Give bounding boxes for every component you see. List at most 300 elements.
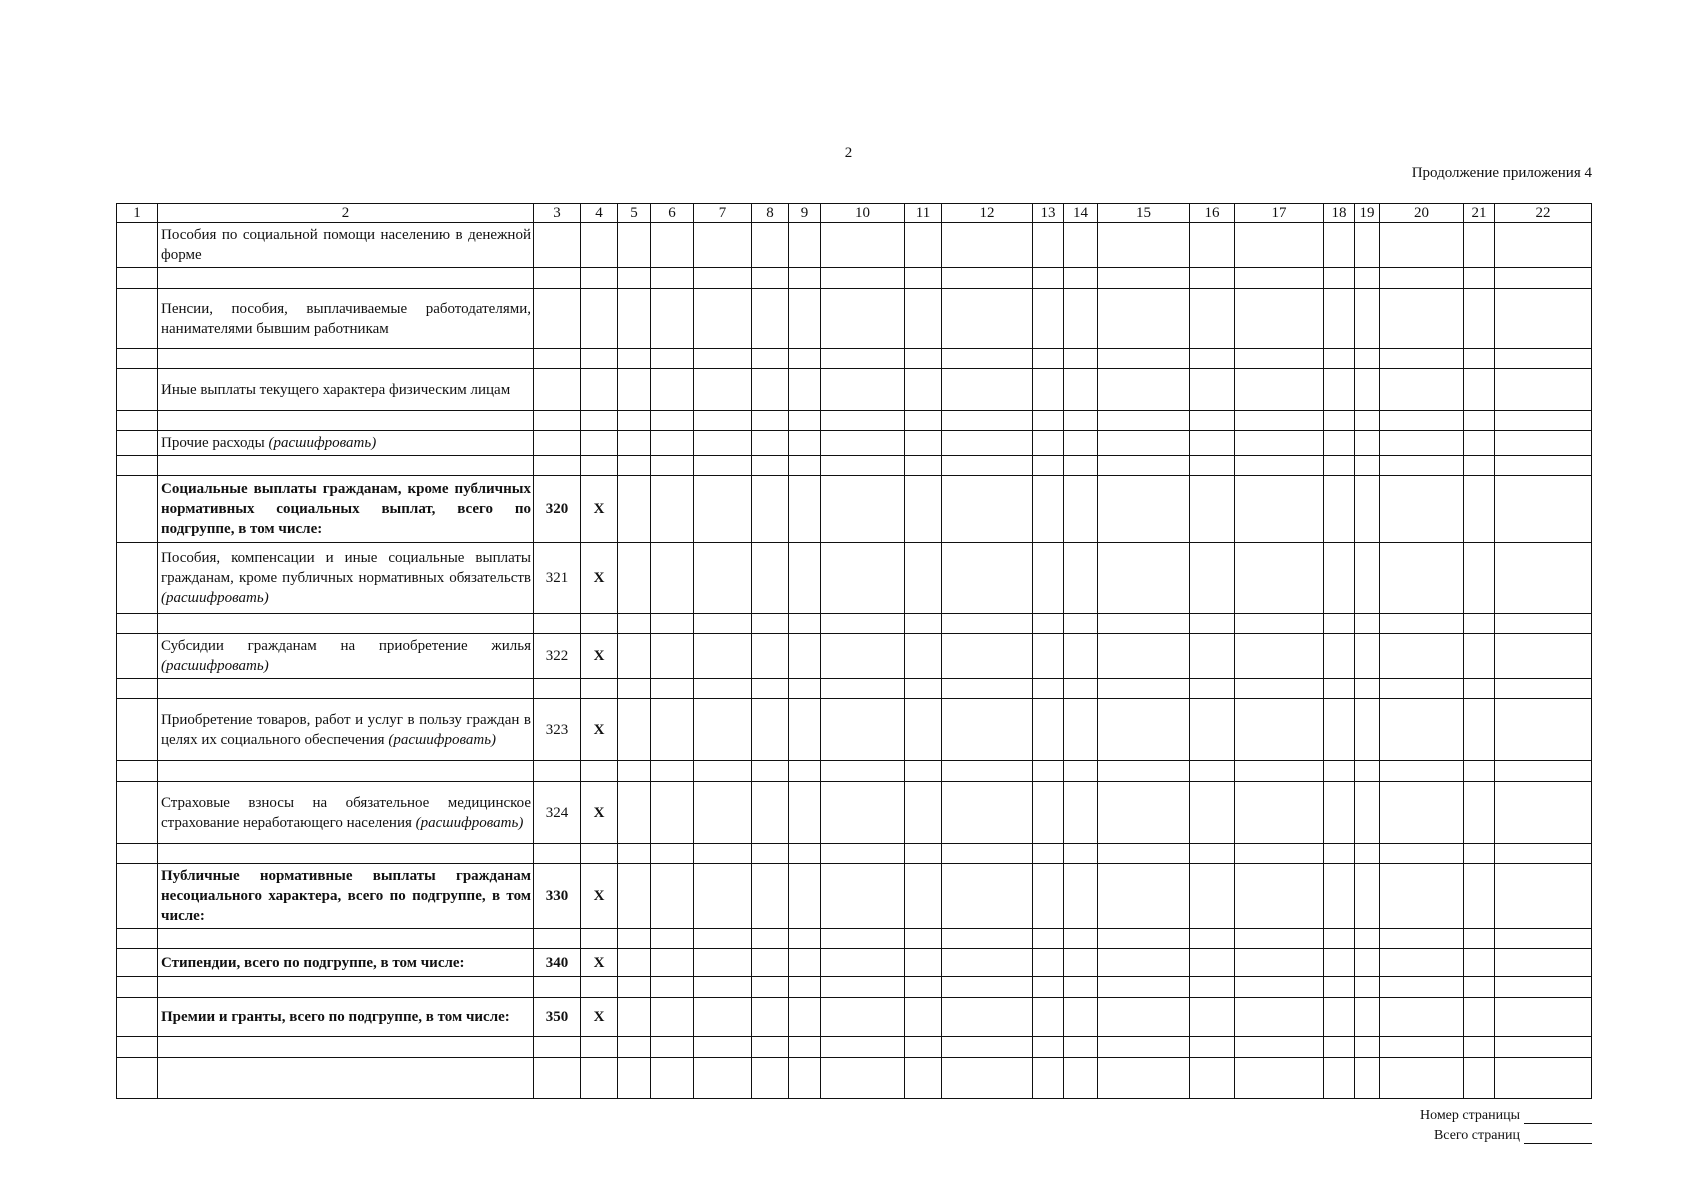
value-cell[interactable] [752, 1037, 789, 1058]
value-cell[interactable] [618, 782, 651, 844]
value-cell[interactable] [1495, 268, 1592, 289]
value-cell[interactable] [618, 864, 651, 929]
value-cell[interactable] [117, 289, 158, 349]
value-cell[interactable] [694, 929, 752, 949]
value-cell[interactable] [651, 268, 694, 289]
value-cell[interactable] [1064, 614, 1098, 634]
value-cell[interactable] [905, 411, 942, 431]
value-cell[interactable] [1464, 289, 1495, 349]
value-cell[interactable] [117, 844, 158, 864]
value-cell[interactable] [789, 349, 821, 369]
value-cell[interactable] [789, 1058, 821, 1099]
value-cell[interactable] [1324, 679, 1355, 699]
value-cell[interactable] [905, 1058, 942, 1099]
value-cell[interactable] [905, 998, 942, 1037]
value-cell[interactable] [1495, 289, 1592, 349]
value-cell[interactable] [752, 699, 789, 761]
value-cell[interactable] [1355, 349, 1380, 369]
value-cell[interactable] [1495, 1058, 1592, 1099]
value-cell[interactable] [1464, 223, 1495, 268]
value-cell[interactable] [618, 929, 651, 949]
value-cell[interactable] [1235, 289, 1324, 349]
value-cell[interactable] [1064, 431, 1098, 456]
value-cell[interactable] [905, 844, 942, 864]
value-cell[interactable] [1098, 411, 1190, 431]
value-cell[interactable] [1098, 456, 1190, 476]
value-cell[interactable] [905, 289, 942, 349]
value-cell[interactable] [789, 844, 821, 864]
value-cell[interactable] [942, 1058, 1033, 1099]
value-cell[interactable] [1495, 223, 1592, 268]
value-cell[interactable] [1355, 614, 1380, 634]
value-cell[interactable] [1464, 929, 1495, 949]
value-cell[interactable] [651, 864, 694, 929]
value-cell[interactable] [618, 369, 651, 411]
value-cell[interactable] [1355, 476, 1380, 543]
value-cell[interactable] [117, 431, 158, 456]
value-cell[interactable] [905, 761, 942, 782]
value-cell[interactable] [1235, 1058, 1324, 1099]
value-cell[interactable] [1495, 634, 1592, 679]
value-cell[interactable] [752, 456, 789, 476]
value-cell[interactable] [1235, 456, 1324, 476]
value-cell[interactable] [942, 634, 1033, 679]
value-cell[interactable] [1033, 1058, 1064, 1099]
value-cell[interactable] [1235, 634, 1324, 679]
value-cell[interactable] [1495, 1037, 1592, 1058]
value-cell[interactable] [1355, 998, 1380, 1037]
value-cell[interactable] [1464, 844, 1495, 864]
value-cell[interactable] [694, 223, 752, 268]
page-number-blank[interactable] [1524, 1109, 1592, 1124]
value-cell[interactable] [651, 456, 694, 476]
value-cell[interactable] [1033, 699, 1064, 761]
value-cell[interactable] [905, 782, 942, 844]
value-cell[interactable] [789, 369, 821, 411]
value-cell[interactable] [942, 614, 1033, 634]
value-cell[interactable] [1464, 456, 1495, 476]
value-cell[interactable] [1495, 998, 1592, 1037]
value-cell[interactable] [618, 977, 651, 998]
value-cell[interactable] [821, 782, 905, 844]
value-cell[interactable] [694, 679, 752, 699]
value-cell[interactable] [789, 929, 821, 949]
value-cell[interactable] [789, 543, 821, 614]
value-cell[interactable] [752, 289, 789, 349]
value-cell[interactable] [1324, 844, 1355, 864]
value-cell[interactable] [651, 431, 694, 456]
value-cell[interactable] [651, 679, 694, 699]
value-cell[interactable] [694, 761, 752, 782]
value-cell[interactable] [618, 949, 651, 977]
value-cell[interactable] [1098, 1037, 1190, 1058]
value-cell[interactable] [752, 614, 789, 634]
value-cell[interactable] [1235, 543, 1324, 614]
value-cell[interactable] [1495, 977, 1592, 998]
value-cell[interactable] [1324, 411, 1355, 431]
value-cell[interactable] [942, 864, 1033, 929]
value-cell[interactable] [1064, 949, 1098, 977]
value-cell[interactable] [117, 268, 158, 289]
value-cell[interactable] [694, 634, 752, 679]
value-cell[interactable] [1495, 864, 1592, 929]
value-cell[interactable] [789, 456, 821, 476]
value-cell[interactable] [117, 1037, 158, 1058]
value-cell[interactable] [651, 844, 694, 864]
value-cell[interactable] [942, 977, 1033, 998]
value-cell[interactable] [1190, 369, 1235, 411]
value-cell[interactable] [1033, 223, 1064, 268]
value-cell[interactable] [1098, 268, 1190, 289]
value-cell[interactable] [117, 1058, 158, 1099]
value-cell[interactable] [651, 349, 694, 369]
value-cell[interactable] [1355, 782, 1380, 844]
value-cell[interactable] [694, 1058, 752, 1099]
value-cell[interactable] [1033, 844, 1064, 864]
value-cell[interactable] [821, 998, 905, 1037]
value-cell[interactable] [1380, 977, 1464, 998]
value-cell[interactable] [752, 476, 789, 543]
value-cell[interactable] [694, 844, 752, 864]
value-cell[interactable] [1324, 929, 1355, 949]
value-cell[interactable] [1033, 411, 1064, 431]
value-cell[interactable] [752, 1058, 789, 1099]
value-cell[interactable] [1324, 634, 1355, 679]
value-cell[interactable] [1190, 699, 1235, 761]
value-cell[interactable] [752, 369, 789, 411]
value-cell[interactable] [618, 476, 651, 543]
value-cell[interactable] [1495, 476, 1592, 543]
value-cell[interactable] [1190, 929, 1235, 949]
value-cell[interactable] [651, 223, 694, 268]
value-cell[interactable] [1190, 349, 1235, 369]
value-cell[interactable] [1380, 431, 1464, 456]
value-cell[interactable] [821, 268, 905, 289]
value-cell[interactable] [752, 949, 789, 977]
value-cell[interactable] [1064, 864, 1098, 929]
value-cell[interactable] [1098, 614, 1190, 634]
value-cell[interactable] [1380, 634, 1464, 679]
value-cell[interactable] [821, 864, 905, 929]
value-cell[interactable] [789, 223, 821, 268]
value-cell[interactable] [905, 949, 942, 977]
value-cell[interactable] [905, 699, 942, 761]
value-cell[interactable] [942, 844, 1033, 864]
value-cell[interactable] [1464, 268, 1495, 289]
value-cell[interactable] [942, 929, 1033, 949]
value-cell[interactable] [821, 349, 905, 369]
value-cell[interactable] [752, 998, 789, 1037]
value-cell[interactable] [1355, 1058, 1380, 1099]
value-cell[interactable] [821, 929, 905, 949]
value-cell[interactable] [1380, 223, 1464, 268]
value-cell[interactable] [1495, 679, 1592, 699]
value-cell[interactable] [1098, 1058, 1190, 1099]
value-cell[interactable] [117, 679, 158, 699]
value-cell[interactable] [1235, 699, 1324, 761]
value-cell[interactable] [117, 456, 158, 476]
value-cell[interactable] [618, 268, 651, 289]
value-cell[interactable] [789, 431, 821, 456]
value-cell[interactable] [1380, 411, 1464, 431]
value-cell[interactable] [1495, 761, 1592, 782]
value-cell[interactable] [752, 929, 789, 949]
value-cell[interactable] [942, 431, 1033, 456]
value-cell[interactable] [1324, 456, 1355, 476]
value-cell[interactable] [1324, 998, 1355, 1037]
value-cell[interactable] [1324, 699, 1355, 761]
value-cell[interactable] [694, 476, 752, 543]
value-cell[interactable] [752, 761, 789, 782]
value-cell[interactable] [1235, 864, 1324, 929]
value-cell[interactable] [1033, 998, 1064, 1037]
value-cell[interactable] [789, 761, 821, 782]
value-cell[interactable] [1033, 431, 1064, 456]
value-cell[interactable] [752, 411, 789, 431]
value-cell[interactable] [1098, 679, 1190, 699]
value-cell[interactable] [1380, 679, 1464, 699]
value-cell[interactable] [1464, 1058, 1495, 1099]
value-cell[interactable] [1495, 369, 1592, 411]
value-cell[interactable] [1355, 431, 1380, 456]
value-cell[interactable] [1064, 543, 1098, 614]
value-cell[interactable] [821, 456, 905, 476]
value-cell[interactable] [942, 782, 1033, 844]
value-cell[interactable] [1033, 614, 1064, 634]
value-cell[interactable] [1190, 679, 1235, 699]
value-cell[interactable] [1464, 679, 1495, 699]
value-cell[interactable] [1464, 614, 1495, 634]
value-cell[interactable] [117, 411, 158, 431]
value-cell[interactable] [1064, 268, 1098, 289]
value-cell[interactable] [942, 998, 1033, 1037]
value-cell[interactable] [117, 761, 158, 782]
value-cell[interactable] [942, 268, 1033, 289]
value-cell[interactable] [1064, 699, 1098, 761]
value-cell[interactable] [821, 431, 905, 456]
value-cell[interactable] [117, 543, 158, 614]
value-cell[interactable] [752, 349, 789, 369]
value-cell[interactable] [1355, 949, 1380, 977]
value-cell[interactable] [1464, 782, 1495, 844]
value-cell[interactable] [1098, 431, 1190, 456]
value-cell[interactable] [789, 949, 821, 977]
value-cell[interactable] [905, 864, 942, 929]
value-cell[interactable] [1380, 782, 1464, 844]
value-cell[interactable] [1033, 949, 1064, 977]
value-cell[interactable] [821, 634, 905, 679]
value-cell[interactable] [789, 1037, 821, 1058]
value-cell[interactable] [1064, 411, 1098, 431]
value-cell[interactable] [1235, 268, 1324, 289]
value-cell[interactable] [651, 699, 694, 761]
value-cell[interactable] [618, 699, 651, 761]
value-cell[interactable] [942, 1037, 1033, 1058]
value-cell[interactable] [1464, 949, 1495, 977]
value-cell[interactable] [651, 1058, 694, 1099]
value-cell[interactable] [1380, 864, 1464, 929]
value-cell[interactable] [1324, 1058, 1355, 1099]
value-cell[interactable] [789, 289, 821, 349]
value-cell[interactable] [1464, 699, 1495, 761]
value-cell[interactable] [1190, 411, 1235, 431]
value-cell[interactable] [1064, 1037, 1098, 1058]
value-cell[interactable] [694, 998, 752, 1037]
value-cell[interactable] [1098, 864, 1190, 929]
value-cell[interactable] [942, 223, 1033, 268]
value-cell[interactable] [694, 289, 752, 349]
value-cell[interactable] [1495, 699, 1592, 761]
value-cell[interactable] [789, 476, 821, 543]
value-cell[interactable] [1190, 844, 1235, 864]
value-cell[interactable] [694, 411, 752, 431]
value-cell[interactable] [821, 369, 905, 411]
value-cell[interactable] [1033, 349, 1064, 369]
value-cell[interactable] [1190, 614, 1235, 634]
value-cell[interactable] [1355, 929, 1380, 949]
value-cell[interactable] [905, 476, 942, 543]
value-cell[interactable] [1098, 977, 1190, 998]
value-cell[interactable] [618, 679, 651, 699]
value-cell[interactable] [1355, 456, 1380, 476]
value-cell[interactable] [618, 844, 651, 864]
value-cell[interactable] [752, 782, 789, 844]
value-cell[interactable] [789, 679, 821, 699]
value-cell[interactable] [1355, 634, 1380, 679]
value-cell[interactable] [1380, 614, 1464, 634]
value-cell[interactable] [1380, 268, 1464, 289]
value-cell[interactable] [618, 223, 651, 268]
value-cell[interactable] [905, 431, 942, 456]
value-cell[interactable] [694, 864, 752, 929]
value-cell[interactable] [117, 223, 158, 268]
value-cell[interactable] [1355, 223, 1380, 268]
value-cell[interactable] [117, 369, 158, 411]
value-cell[interactable] [694, 268, 752, 289]
value-cell[interactable] [942, 349, 1033, 369]
value-cell[interactable] [1464, 977, 1495, 998]
value-cell[interactable] [1033, 782, 1064, 844]
value-cell[interactable] [1355, 761, 1380, 782]
value-cell[interactable] [618, 634, 651, 679]
value-cell[interactable] [618, 614, 651, 634]
value-cell[interactable] [1355, 977, 1380, 998]
value-cell[interactable] [1495, 431, 1592, 456]
value-cell[interactable] [1190, 761, 1235, 782]
value-cell[interactable] [1355, 699, 1380, 761]
value-cell[interactable] [1324, 349, 1355, 369]
value-cell[interactable] [618, 411, 651, 431]
value-cell[interactable] [1380, 844, 1464, 864]
value-cell[interactable] [905, 1037, 942, 1058]
value-cell[interactable] [694, 369, 752, 411]
value-cell[interactable] [1380, 476, 1464, 543]
value-cell[interactable] [821, 679, 905, 699]
value-cell[interactable] [1190, 977, 1235, 998]
value-cell[interactable] [1190, 456, 1235, 476]
value-cell[interactable] [789, 634, 821, 679]
value-cell[interactable] [618, 1058, 651, 1099]
value-cell[interactable] [789, 614, 821, 634]
value-cell[interactable] [752, 844, 789, 864]
value-cell[interactable] [1190, 998, 1235, 1037]
value-cell[interactable] [1190, 223, 1235, 268]
value-cell[interactable] [1235, 761, 1324, 782]
value-cell[interactable] [1464, 476, 1495, 543]
value-cell[interactable] [1098, 844, 1190, 864]
value-cell[interactable] [1355, 543, 1380, 614]
value-cell[interactable] [1380, 369, 1464, 411]
value-cell[interactable] [1464, 998, 1495, 1037]
value-cell[interactable] [1235, 411, 1324, 431]
value-cell[interactable] [1495, 543, 1592, 614]
value-cell[interactable] [1355, 411, 1380, 431]
value-cell[interactable] [942, 543, 1033, 614]
value-cell[interactable] [1355, 1037, 1380, 1058]
value-cell[interactable] [1190, 1037, 1235, 1058]
value-cell[interactable] [1235, 929, 1324, 949]
value-cell[interactable] [1324, 431, 1355, 456]
value-cell[interactable] [1190, 476, 1235, 543]
value-cell[interactable] [821, 543, 905, 614]
value-cell[interactable] [905, 977, 942, 998]
value-cell[interactable] [905, 543, 942, 614]
value-cell[interactable] [694, 349, 752, 369]
value-cell[interactable] [1064, 977, 1098, 998]
value-cell[interactable] [821, 844, 905, 864]
value-cell[interactable] [905, 634, 942, 679]
value-cell[interactable] [1355, 844, 1380, 864]
value-cell[interactable] [752, 977, 789, 998]
value-cell[interactable] [1464, 1037, 1495, 1058]
value-cell[interactable] [1235, 1037, 1324, 1058]
value-cell[interactable] [694, 977, 752, 998]
value-cell[interactable] [1033, 864, 1064, 929]
value-cell[interactable] [651, 949, 694, 977]
value-cell[interactable] [1495, 456, 1592, 476]
value-cell[interactable] [942, 289, 1033, 349]
value-cell[interactable] [1235, 679, 1324, 699]
value-cell[interactable] [1098, 761, 1190, 782]
value-cell[interactable] [789, 782, 821, 844]
value-cell[interactable] [1064, 679, 1098, 699]
value-cell[interactable] [694, 1037, 752, 1058]
value-cell[interactable] [1495, 614, 1592, 634]
value-cell[interactable] [1064, 476, 1098, 543]
value-cell[interactable] [821, 614, 905, 634]
value-cell[interactable] [1464, 431, 1495, 456]
value-cell[interactable] [1464, 411, 1495, 431]
value-cell[interactable] [1098, 349, 1190, 369]
value-cell[interactable] [1324, 614, 1355, 634]
value-cell[interactable] [821, 699, 905, 761]
value-cell[interactable] [1495, 844, 1592, 864]
value-cell[interactable] [821, 411, 905, 431]
value-cell[interactable] [651, 782, 694, 844]
value-cell[interactable] [651, 977, 694, 998]
value-cell[interactable] [618, 431, 651, 456]
value-cell[interactable] [651, 614, 694, 634]
value-cell[interactable] [1235, 369, 1324, 411]
value-cell[interactable] [1064, 929, 1098, 949]
value-cell[interactable] [618, 349, 651, 369]
value-cell[interactable] [1235, 998, 1324, 1037]
value-cell[interactable] [1033, 929, 1064, 949]
value-cell[interactable] [1033, 1037, 1064, 1058]
value-cell[interactable] [752, 223, 789, 268]
value-cell[interactable] [789, 977, 821, 998]
value-cell[interactable] [1033, 456, 1064, 476]
